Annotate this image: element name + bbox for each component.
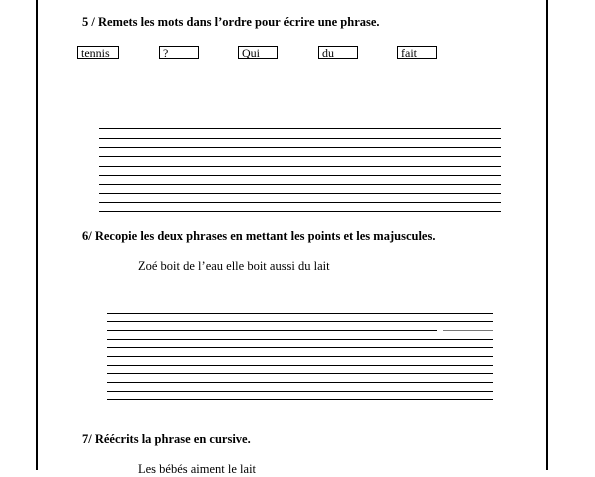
word-box-3: Qui [238,46,278,59]
exercise-6-sentence: Zoé boit de l’eau elle boit aussi du lait [138,259,330,273]
exercise-7-title: 7/ Réécrits la phrase en cursive. [82,432,251,446]
word-box-4: du [318,46,358,59]
word-box-5: fait [397,46,437,59]
writing-lines-ex6 [107,313,493,401]
page-border-left [36,0,38,470]
exercise-7-sentence: Les bébés aiment le lait [138,462,257,476]
word-box-2: ? [159,46,199,59]
page-border-right [546,0,548,470]
exercise-5-title: 5 / Remets les mots dans l’ordre pour écrire une phrase. [82,15,380,29]
exercise-6-title: 6/ Recopie les deux phrases en mettant les points et les majuscules. [82,229,436,243]
writing-lines-ex5 [99,128,501,213]
word-box-1: tennis [77,46,119,59]
